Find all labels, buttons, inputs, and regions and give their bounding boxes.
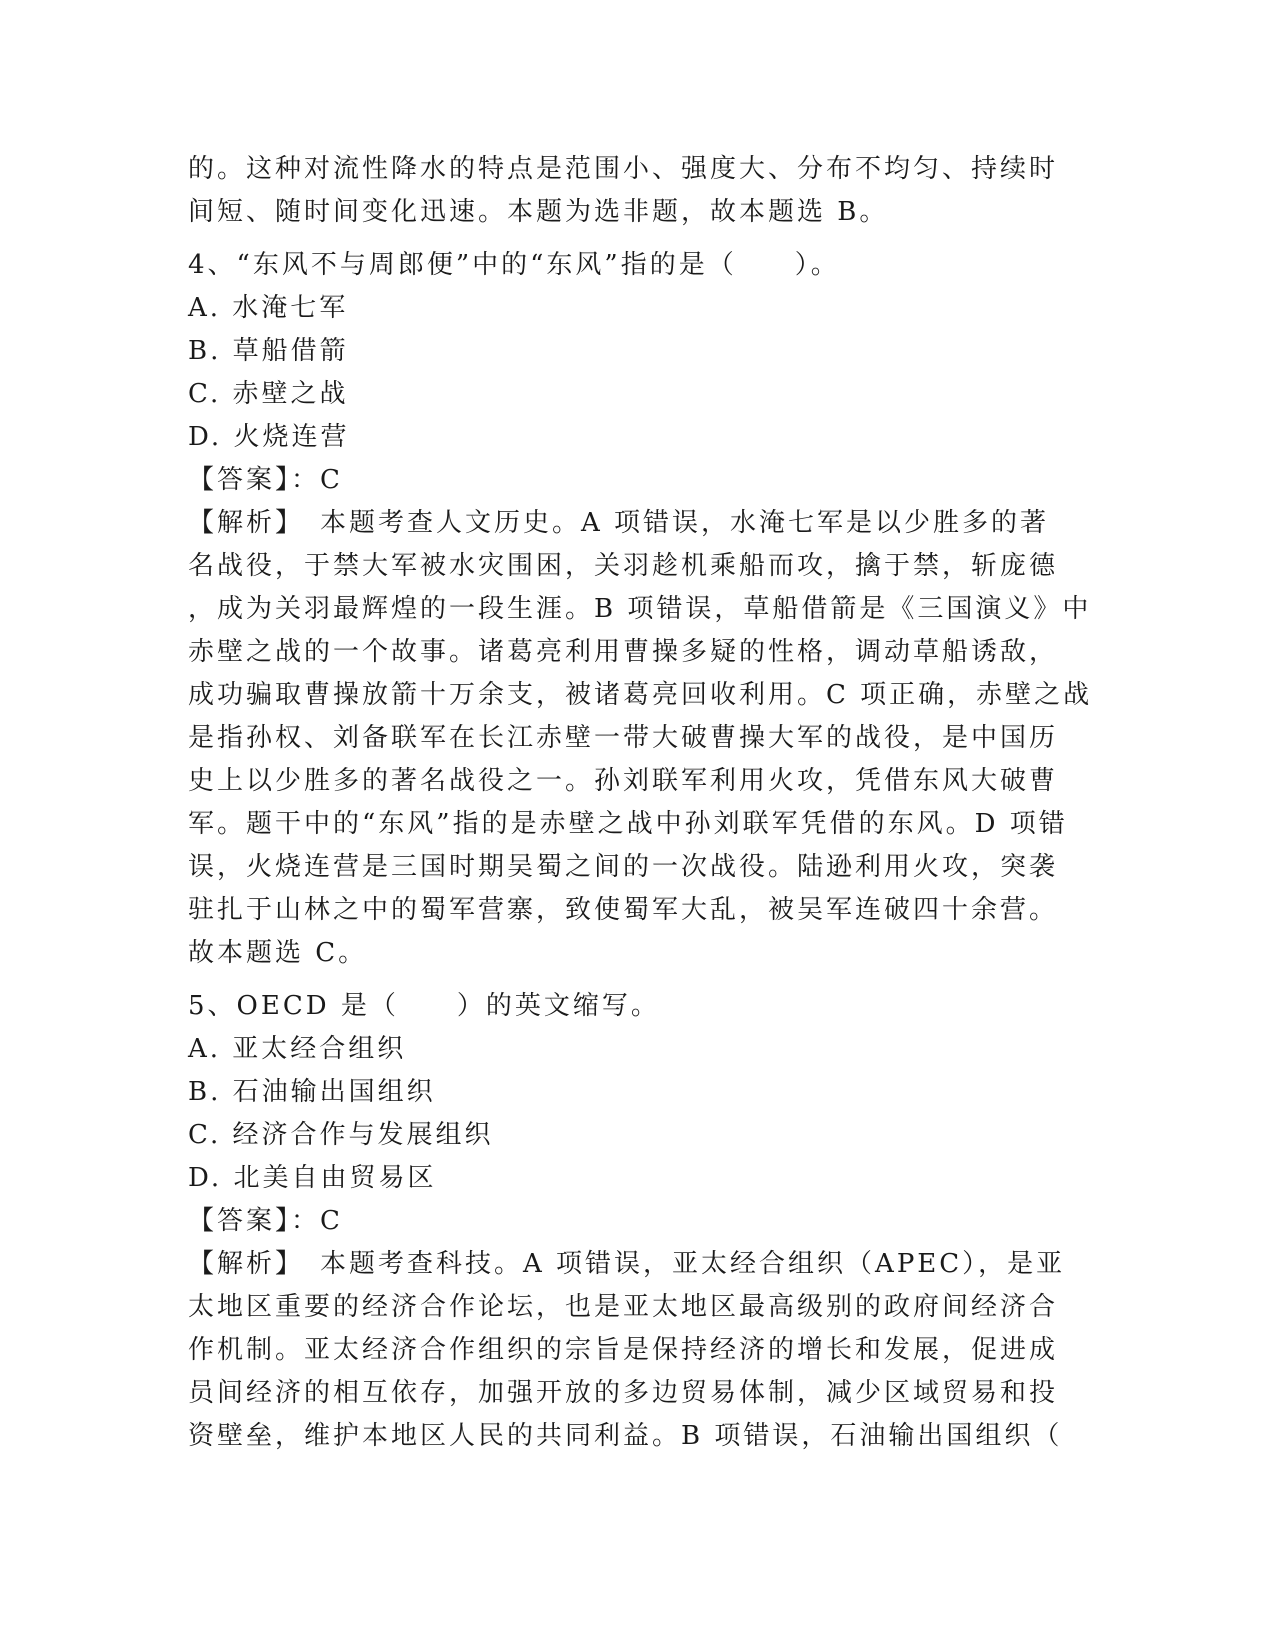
question-5-explanation-line: 【解析】 本题考查科技。A 项错误，亚太经合组织（APEC），是亚 bbox=[188, 1249, 1066, 1279]
question-4-explanation-line: 是指孙权、刘备联军在长江赤壁一带大破曹操大军的战役，是中国历 bbox=[188, 723, 1059, 753]
question-4-option-c: C. 赤壁之战 bbox=[188, 379, 349, 409]
prev-explanation-line: 的。这种对流性降水的特点是范围小、强度大、分布不均匀、持续时 bbox=[188, 154, 1059, 184]
question-5-stem: 5、OECD 是（ ）的英文缩写。 bbox=[188, 991, 660, 1021]
question-5-answer: 【答案】：C bbox=[188, 1206, 343, 1236]
question-4-explanation-line: 误，火烧连营是三国时期吴蜀之间的一次战役。陆逊利用火攻，突袭 bbox=[188, 852, 1059, 882]
question-5-option-c: C. 经济合作与发展组织 bbox=[188, 1120, 494, 1150]
question-4-explanation-line: 成功骗取曹操放箭十万余支，被诸葛亮回收利用。C 项正确，赤壁之战 bbox=[188, 680, 1093, 710]
question-4-explanation-line: 名战役，于禁大军被水灾围困，关羽趁机乘船而攻，擒于禁，斩庞德 bbox=[188, 551, 1059, 581]
question-4-option-a: A. 水淹七军 bbox=[188, 293, 349, 323]
question-4-explanation-line: 赤壁之战的一个故事。诸葛亮利用曹操多疑的性格，调动草船诱敌， bbox=[188, 637, 1059, 667]
question-4-answer: 【答案】：C bbox=[188, 465, 343, 495]
question-4-option-d: D. 火烧连营 bbox=[188, 422, 350, 452]
question-4-explanation-line: 军。题干中的“东风”指的是赤壁之战中孙刘联军凭借的东风。D 项错 bbox=[188, 809, 1068, 839]
question-4-explanation-line: ，成为关羽最辉煌的一段生涯。B 项错误，草船借箭是《三国演义》中 bbox=[188, 594, 1092, 624]
question-5-explanation-line: 资壁垒，维护本地区人民的共同利益。B 项错误，石油输出国组织（ bbox=[188, 1421, 1063, 1451]
question-gap bbox=[188, 234, 1088, 244]
question-gap bbox=[188, 975, 1088, 985]
page-content bbox=[188, 148, 1093, 1458]
question-4-explanation-line: 【解析】 本题考查人文历史。A 项错误，水淹七军是以少胜多的著 bbox=[188, 508, 1050, 538]
prev-explanation-line: 间短、随时间变化迅速。本题为选非题，故本题选 B。 bbox=[188, 197, 889, 227]
question-4-explanation-line: 驻扎于山林之中的蜀军营寨，致使蜀军大乱，被吴军连破四十余营。 bbox=[188, 895, 1059, 925]
question-5-option-d: D. 北美自由贸易区 bbox=[188, 1163, 437, 1193]
question-4-explanation-line: 故本题选 C。 bbox=[188, 938, 368, 968]
question-5-option-b: B. 石油输出国组织 bbox=[188, 1077, 436, 1107]
question-5-explanation-line: 太地区重要的经济合作论坛，也是亚太地区最高级别的政府间经济合 bbox=[188, 1292, 1059, 1322]
question-5-option-a: A. 亚太经合组织 bbox=[188, 1034, 407, 1064]
question-4-stem: 4、“东风不与周郎便”中的“东风”指的是（ ）。 bbox=[188, 250, 840, 280]
question-5-explanation-line: 作机制。亚太经济合作组织的宗旨是保持经济的增长和发展，促进成 bbox=[188, 1335, 1059, 1365]
question-4-option-b: B. 草船借箭 bbox=[188, 336, 349, 366]
question-5-explanation-line: 员间经济的相互依存，加强开放的多边贸易体制，减少区域贸易和投 bbox=[188, 1378, 1059, 1408]
question-4-explanation-line: 史上以少胜多的著名战役之一。孙刘联军利用火攻，凭借东风大破曹 bbox=[188, 766, 1059, 796]
